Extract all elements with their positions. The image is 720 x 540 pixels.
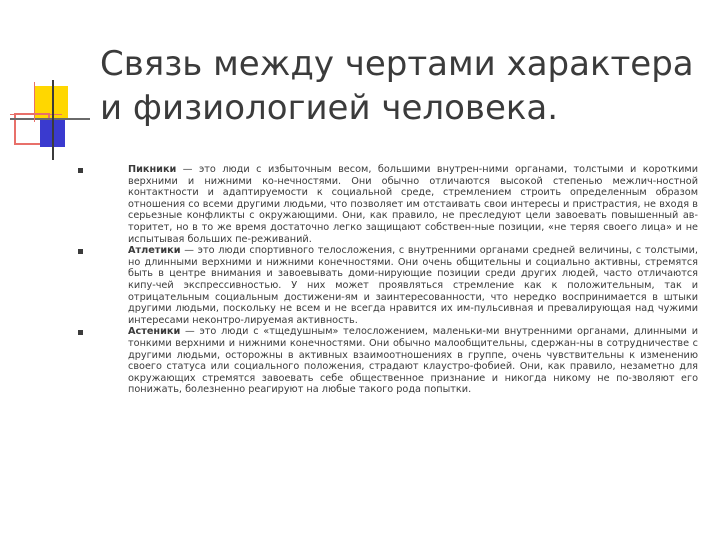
square-bullet-icon [78,249,83,254]
ornament-red-vertical-line [34,82,35,122]
ornament-dark-horizontal-line [10,118,90,120]
list-item-asteniki [78,326,698,396]
ornament-dark-vertical-line [52,80,54,160]
slide-title: Связь между чертами характера и физиологией человека. [100,44,694,128]
bullet-list [78,164,698,396]
ornament-red-horizontal-line [10,114,62,115]
square-bullet-icon [78,330,83,335]
item-text: — это люди с избыточным весом, большими внутрен-ними органами, толстыми и короткими верхними и нижними ко-нечностями. Они обычно отличаются высокой степенью межлич-ностной контактности и адаптируемости к социальной среде, стремлением строить определенным образом отношения со всеми другими людьми, что позволяет им отстаивать свои интересы и пристрастия, не входя в серьезные конфликты с окружающими. Они, как правило, не преследуют цели завоевать повышенный ав-торитет, но в то же время достаточно легко защищают собствен-ные позиции, «не теряя своего лица» и не испытывая больших пе-реживаний. [128,164,698,245]
square-bullet-icon [78,168,83,173]
item-term: Пикники [128,164,177,175]
item-term: Астеники [128,326,181,338]
item-text: — это люди спортивного телосложения, с внутренними органами средней величины, с толстыми, но длинными верхними и нижними конечностями. Они очень общительны и социально активны, стремятся быть в центре внимания и завоевывать доми-нирующие позиции среди других людей, часто отличаются кипу-чей экспрессивностью. У них может проявляться стремление как к положительным, так и отрицательным социальным достижени-ям и заинтересованности, что нередко воспринимается в штыки другими людьми, поскольку не всем и не всегда нравится их им-пульсивная и превалирующая над чужими интересами неконтро-лируемая активность. [128,245,698,326]
list-item-atletiki [78,245,698,326]
item-term: Атлетики [128,245,181,257]
list-item-pikniki [78,164,698,245]
item-text: — это люди с «тщедушным» телосложением, маленьки-ми внутренними органами, длинными и тонкими верхними и нижними конечностями. Они обычно малообщительны, сдержан-ны в сотрудничестве с другими людьми, осторожны в активных взаимоотношениях в группе, очень чувствительны к изменению своего статуса или социального положения, страдают клаустро-фобией. Они, как правило, незаметно для окружающих стремятся завоевать себе общественное признание и никогда никому не по-зволяют его понижать, болезненно реагируют на любые такого рода попытки. [128,326,698,396]
